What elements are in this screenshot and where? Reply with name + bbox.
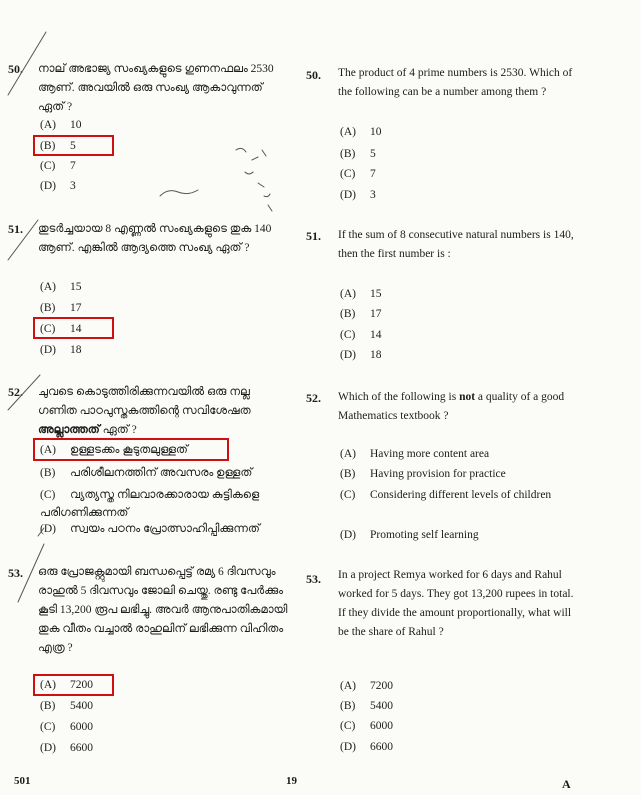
q52-en-option-b: (B) Having provision for practice [340,468,506,480]
q52-ml-option-c: (C) വ്യത്യസ്ത നിലവാരക്കാരായ കുട്ടികളെ പരിഗണിക്കുന്നത് [40,489,260,519]
q52-ml-question: ചുവടെ കൊടുത്തിരിക്കുന്നവയിൽ ഒരു നല്ല ഗണിത പാഠപുസ്തകത്തിന്റെ സവിശേഷത അല്ലാത്തത് ഏത് ? [38,386,251,436]
q51-ml-question: തുടർച്ചയായ 8 എണ്ണൽ സംഖ്യകളുടെ തുക 140 ആണ്. എങ്കിൽ ആദ്യത്തെ സംഖ്യ ഏത് ? [38,223,272,254]
q53-ml-option-c: (C) 6000 [40,721,93,733]
q53-ml-question: ഒരു പ്രോജക്റ്റുമായി ബന്ധപ്പെട്ട് രമ്യ 6 ദിവസവും രാഹുൽ 5 ദിവസവും ജോലി ചെയ്തു. രണ്ടു പേർക്കും കൂടി 13,200 രൂപ ലഭിച്ചു. അവർ ആനുപാതികമായി തുക വീതം വച്ചാൽ രാഹുലിന് ലഭിക്കുന്ന വിഹിതം എത്ര ? [38,566,288,654]
q53-ml-option-b: (B) 5400 [40,700,93,712]
q50-ml-option-a: (A) 10 [40,119,82,131]
q53-en-number: 53. [306,572,321,586]
q52-en-question: Which of the following is not a quality of a good Mathematics textbook ? [338,391,565,422]
q52-en-option-a: (A) Having more content area [340,448,490,460]
q53-ml-number: 53. [8,566,23,580]
q50-ml-option-b: (B) 5 [40,140,76,152]
q50-en-option-a: (A) 10 [340,126,382,138]
q52-ml-option-a: (A) ഉള്ളടക്കം കൂടുതലുള്ളത് [40,444,188,456]
q50-ml-question: നാല് അഭാജ്യ സംഖ്യകളുടെ ഗുണനഫലം 2530 ആണ്. അവയിൽ ഒരു സംഖ്യ ആകാവുന്നത് ഏത് ? [38,63,274,113]
q50-en-option-d: (D) 3 [340,189,376,201]
q53-en-option-c: (C) 6000 [340,720,393,732]
q53-en-option-d: (D) 6600 [340,741,393,753]
q53-en-option-a: (A) 7200 [340,680,393,692]
q51-en-option-d: (D) 18 [340,349,382,361]
q50-en-question: The product of 4 prime numbers is 2530. Which of the following can be a number among them ? [338,67,573,98]
q51-en-question: If the sum of 8 consecutive natural numbers is 140, then the first number is : [338,229,574,260]
q51-en-option-a: (A) 15 [340,288,382,300]
pencil-tick-q52 [8,375,40,410]
pencil-scribble [236,148,272,211]
q50-en-number: 50. [306,68,321,82]
pencil-tick-q50 [8,32,46,95]
q52-en-option-d: (D) Promoting self learning [340,529,479,541]
pencil-tick-q51 [8,220,38,260]
q51-ml-option-d: (D) 18 [40,344,82,356]
q50-ml-option-d: (D) 3 [40,180,76,192]
q51-ml-option-c: (C) 14 [40,323,82,335]
q51-en-number: 51. [306,229,321,243]
q50-ml-number: 50. [8,62,23,76]
q50-ml-option-c: (C) 7 [40,160,76,172]
q51-ml-option-b: (B) 17 [40,302,82,314]
page-number: 19 [286,775,297,787]
q53-en-question: In a project Remya worked for 6 days and Rahul worked for 5 days. They got 13,200 rupees in total. If they divide the amount proportionally, what will be the share of Rahul ? [338,569,574,638]
series-label: A [562,777,571,791]
pencil-scribble [160,190,198,196]
q53-en-option-b: (B) 5400 [340,700,393,712]
q52-ml-number: 52. [8,385,23,399]
q51-en-option-b: (B) 17 [340,308,382,320]
q53-ml-option-d: (D) 6600 [40,742,93,754]
q51-ml-number: 51. [8,222,23,236]
q52-ml-option-b: (B) പരിശീലനത്തിന് അവസരം ഉള്ളത് [40,467,253,479]
q53-ml-option-a: (A) 7200 [40,679,93,691]
q52-ml-option-d: (D) സ്വയം പഠനം പ്രോത്സാഹിപ്പിക്കുന്നത് [40,523,260,535]
pencil-tick-q53 [18,544,44,602]
paper-code: 501 [14,775,31,787]
pencil-tick-q52d [38,528,44,536]
q51-ml-option-a: (A) 15 [40,281,82,293]
q50-en-option-b: (B) 5 [340,148,376,160]
q52-en-option-c: (C) Considering different levels of children [340,489,552,501]
q51-en-option-c: (C) 14 [340,329,382,341]
q52-en-number: 52. [306,391,321,405]
q50-en-option-c: (C) 7 [340,168,376,180]
